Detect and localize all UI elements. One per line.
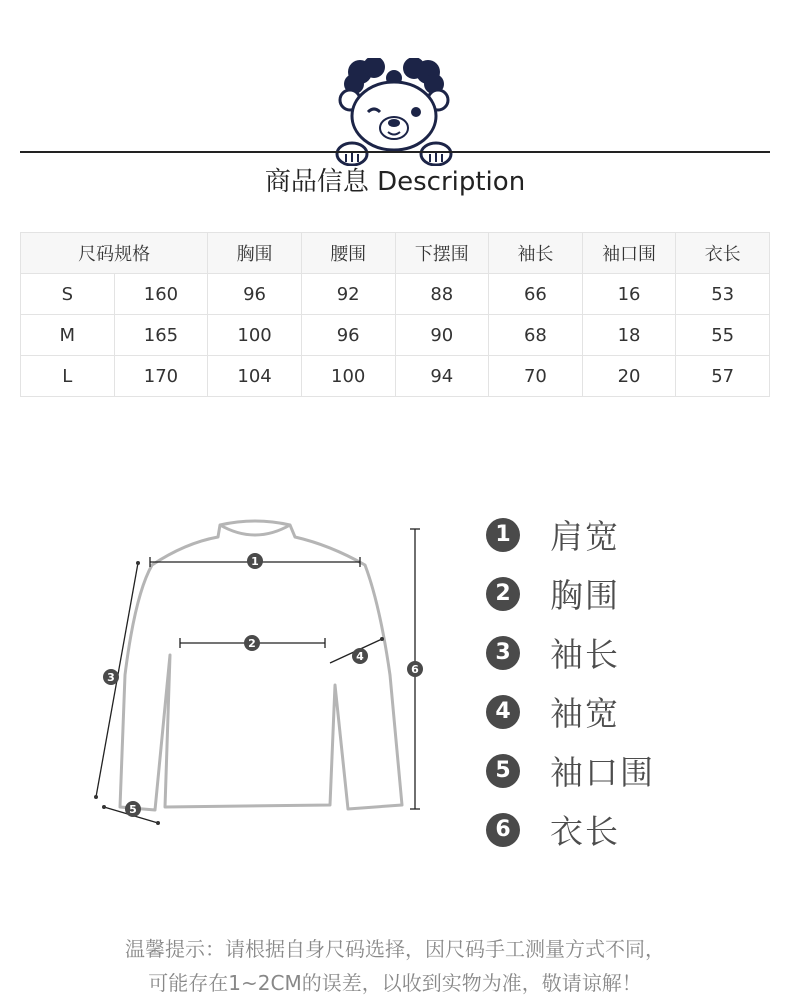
table-cell: 100 [208, 315, 302, 356]
table-cell: 96 [301, 315, 395, 356]
size-table [20, 232, 770, 397]
svg-text:2: 2 [248, 637, 256, 650]
legend-label: 胸围 [550, 576, 620, 615]
table-row [21, 274, 770, 315]
number-badge-icon: 2 [486, 577, 520, 611]
section-title: 商品信息 Description [264, 167, 526, 197]
measurement-legend [486, 505, 776, 859]
table-cell: 170 [114, 356, 208, 397]
table-cell: 94 [395, 356, 489, 397]
bear-mascot-icon [330, 58, 460, 166]
legend-label: 袖宽 [550, 694, 620, 733]
legend-item [486, 800, 776, 859]
table-header: 袖长 [489, 233, 583, 274]
table-header: 下摆围 [395, 233, 489, 274]
table-header: 袖口围 [582, 233, 676, 274]
number-badge-icon: 6 [486, 813, 520, 847]
table-cell: 165 [114, 315, 208, 356]
legend-item [486, 682, 776, 741]
sweater-measurement-icon [80, 515, 440, 835]
table-cell: S [21, 274, 115, 315]
tips-line: 可能存在1~2CM的误差，以收到实物为准，敬请谅解！ [148, 971, 642, 995]
table-cell: 100 [301, 356, 395, 397]
legend-item [486, 564, 776, 623]
size-tips [0, 932, 790, 1000]
number-badge-icon: 4 [486, 695, 520, 729]
legend-item [486, 623, 776, 682]
number-badge-icon: 3 [486, 636, 520, 670]
legend-item [486, 505, 776, 564]
svg-text:5: 5 [129, 803, 137, 816]
legend-label: 袖口围 [550, 753, 655, 792]
table-cell: 66 [489, 274, 583, 315]
number-badge-icon: 5 [486, 754, 520, 788]
header-divider [20, 151, 770, 153]
tips-line: 温馨提示：请根据自身尺码选择，因尺码手工测量方式不同， [125, 937, 665, 961]
table-cell: 104 [208, 356, 302, 397]
svg-text:6: 6 [411, 663, 419, 676]
svg-text:4: 4 [356, 650, 364, 663]
table-cell: 88 [395, 274, 489, 315]
table-cell: 53 [676, 274, 770, 315]
table-header: 胸围 [208, 233, 302, 274]
table-cell: 16 [582, 274, 676, 315]
legend-item [486, 741, 776, 800]
legend-label: 衣长 [550, 812, 620, 851]
table-cell: 18 [582, 315, 676, 356]
table-cell: 90 [395, 315, 489, 356]
svg-text:3: 3 [107, 671, 115, 684]
table-header: 尺码规格 [21, 233, 208, 274]
table-cell: 160 [114, 274, 208, 315]
svg-text:1: 1 [251, 555, 259, 568]
number-badge-icon: 1 [486, 518, 520, 552]
table-row [21, 315, 770, 356]
table-header: 腰围 [301, 233, 395, 274]
table-cell: 20 [582, 356, 676, 397]
legend-label: 袖长 [550, 635, 620, 674]
table-cell: 55 [676, 315, 770, 356]
table-row [21, 356, 770, 397]
table-cell: 68 [489, 315, 583, 356]
table-cell: 96 [208, 274, 302, 315]
table-header-row [21, 233, 770, 274]
legend-label: 肩宽 [550, 517, 620, 556]
table-cell: 57 [676, 356, 770, 397]
table-cell: M [21, 315, 115, 356]
table-cell: L [21, 356, 115, 397]
table-cell: 70 [489, 356, 583, 397]
table-cell: 92 [301, 274, 395, 315]
table-header: 衣长 [676, 233, 770, 274]
